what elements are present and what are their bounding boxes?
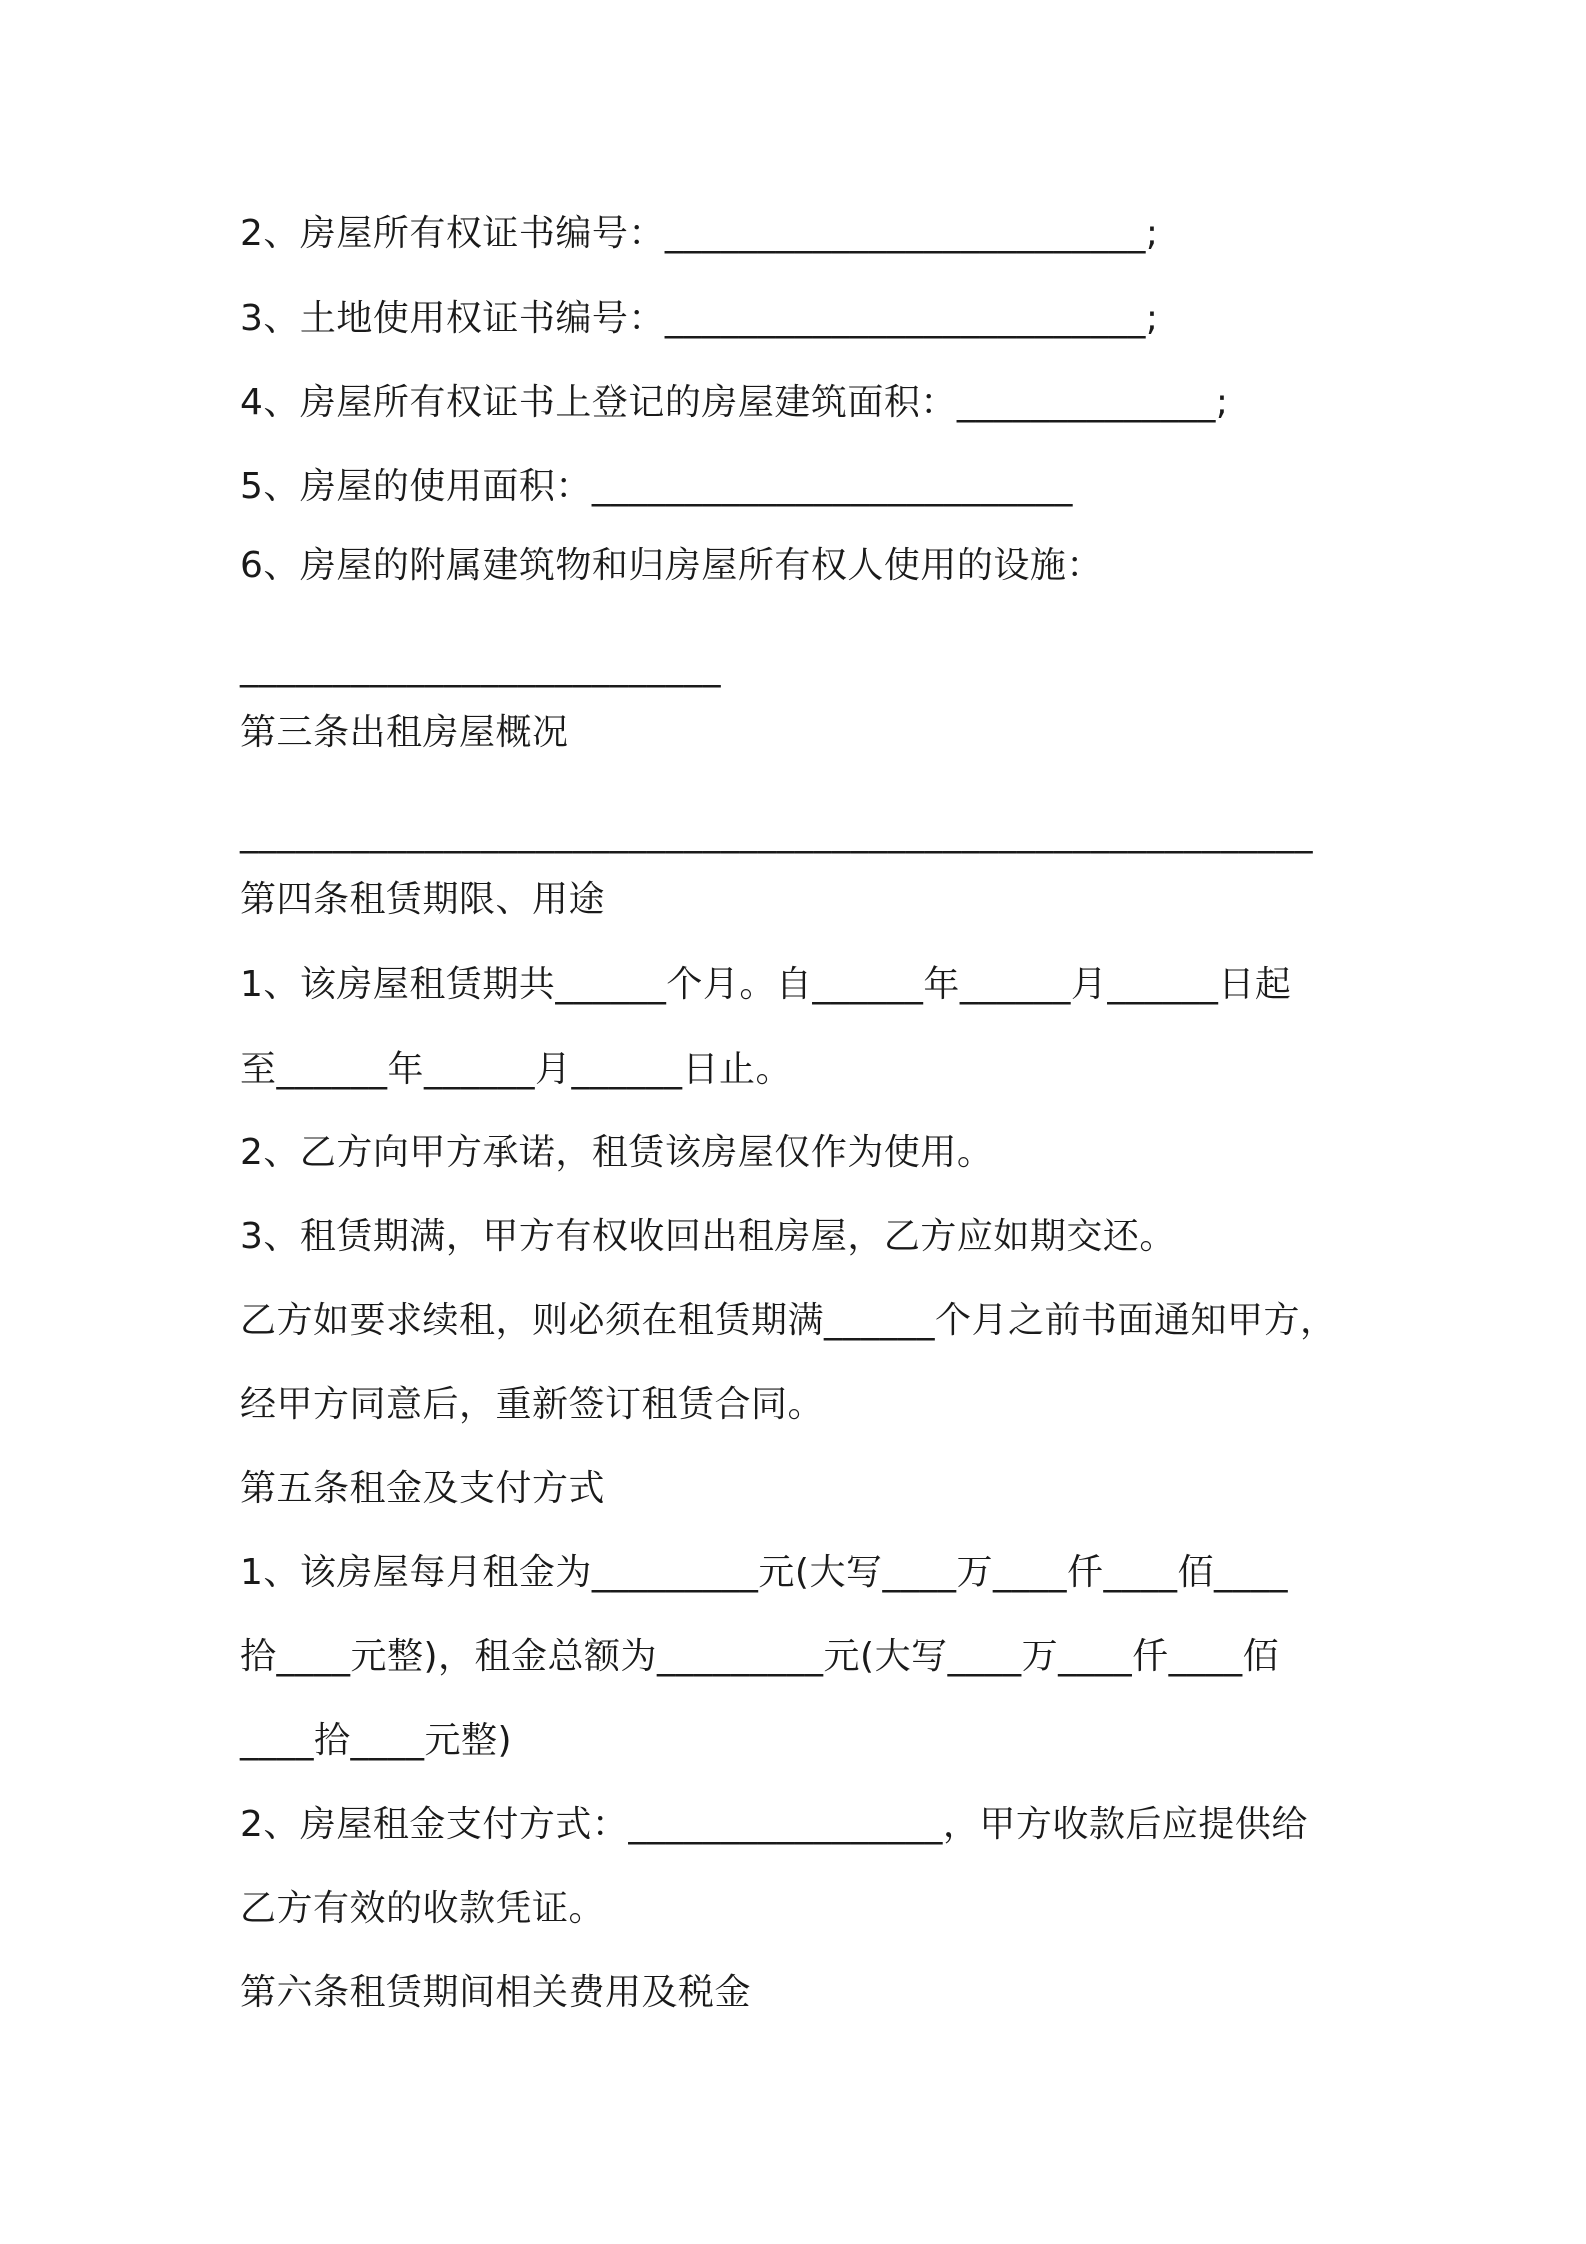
item-monthly-rent: 1、该房屋每月租金为_________元(大写____万____仟____佰____	[240, 1552, 1288, 1593]
item-lease-term: 1、该房屋租赁期共______个月。自______年______月______日起	[240, 964, 1292, 1005]
section-heading-5: 第五条租金及支付方式	[240, 1468, 606, 1509]
item-facilities: 6、房屋的附属建筑物和归房屋所有权人使用的设施：	[240, 545, 1103, 586]
section-heading-6: 第六条租赁期间相关费用及税金	[240, 1972, 752, 2013]
blank-line-facilities: __________________________	[240, 647, 721, 688]
section-heading-4: 第四条租赁期限、用途	[240, 879, 606, 920]
item-usable-area: 5、房屋的使用面积：__________________________	[240, 466, 1073, 507]
item-payment-method: 2、房屋租金支付方式：_________________，甲方收款后应提供给	[240, 1804, 1308, 1845]
item-certificate-number: 2、房屋所有权证书编号：__________________________;	[240, 213, 1159, 254]
item-land-certificate-number: 3、土地使用权证书编号：__________________________;	[240, 298, 1159, 339]
item-building-area: 4、房屋所有权证书上登记的房屋建筑面积：______________;	[240, 382, 1229, 423]
item-usage-promise: 2、乙方向甲方承诺，租赁该房屋仅作为使用。	[240, 1132, 994, 1173]
item-lease-expiry: 3、租赁期满，甲方有权收回出租房屋，乙方应如期交还。	[240, 1216, 1176, 1257]
blank-line-overview: __________________________________________________________	[240, 813, 1313, 854]
section-heading-3: 第三条出租房屋概况	[240, 712, 569, 753]
item-total-rent: 拾____元整)，租金总额为_________元(大写____万____仟____佰	[240, 1636, 1280, 1677]
item-renewal: 乙方如要求续租，则必须在租赁期满______个月之前书面通知甲方，	[240, 1300, 1337, 1341]
item-payment-receipt: 乙方有效的收款凭证。	[240, 1888, 606, 1929]
item-lease-term-cont: 至______年______月______日止。	[240, 1049, 793, 1090]
item-renewal-cont: 经甲方同意后，重新签订租赁合同。	[240, 1384, 825, 1425]
item-total-rent-cont: ____拾____元整)	[240, 1720, 513, 1761]
